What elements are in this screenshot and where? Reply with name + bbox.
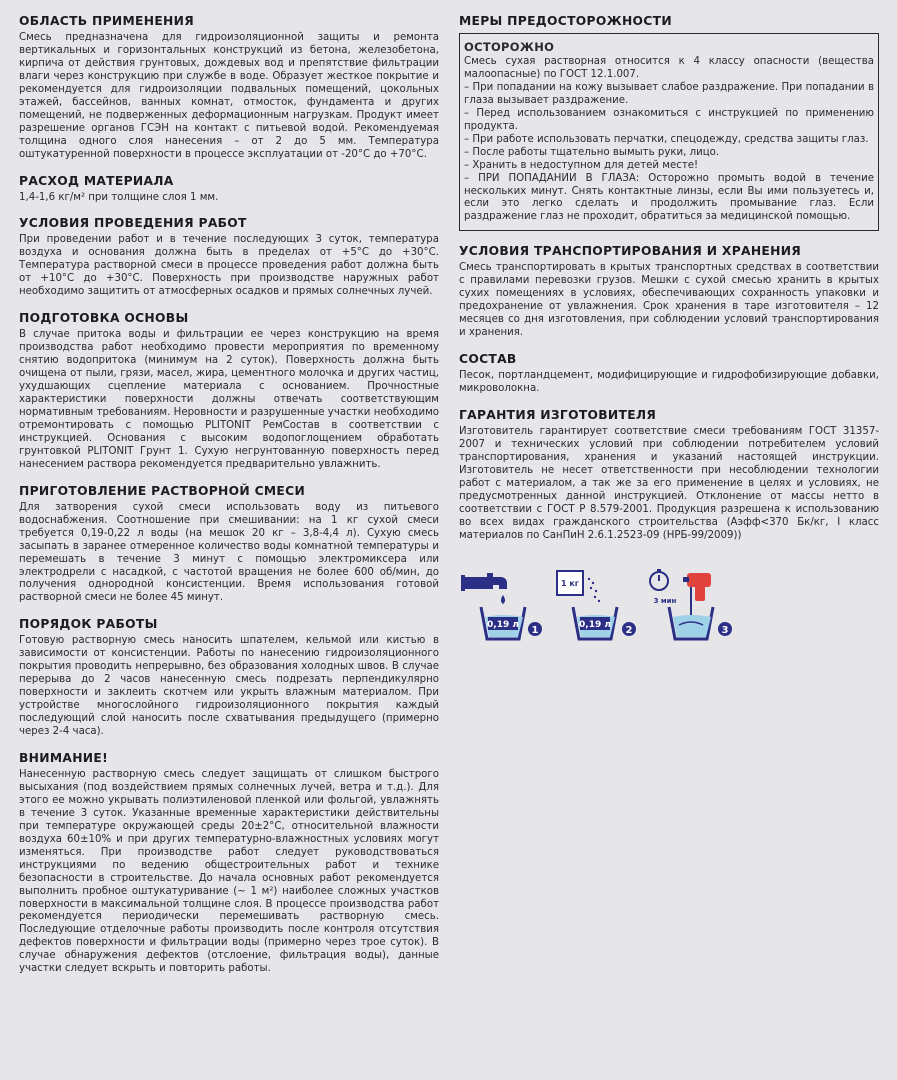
warning-item: – Хранить в недоступном для детей месте! xyxy=(464,159,699,171)
warning-item: – ПРИ ПОПАДАНИИ В ГЛАЗА: Осторожно промыть водой в течение нескольких минут. Снять контактные линзы, если Вы ими пользуетесь и, если это легко сделать и продолжить промывание глаз. Если раздражение глаз не проходит, обратиться за медицинской помощью. xyxy=(464,172,874,223)
bucket-icon xyxy=(573,607,617,639)
section-text: Песок, портландцемент, модифицирующие и гидрофобизирующие добавки, микроволокна. xyxy=(459,370,879,395)
section-text: В случае притока воды и фильтрации ее через конструкцию на время производства работ необходимо провести мероприятия по временному снятию водопритока (минимум на 2 суток). Поверхность должна быть очищена от пыли, грязи, масел, жира, цементного молочка и других частиц, ухудшающих сцепление материала с основанием. Прочностные характеристики поверхности должны отвечать соответствующим нормативным требованиям. Неровности и разрушенные участки необходимо отремонтировать с помощью PLITONIT РемСостав в соответствии с инструкцией. Основания с высоким водопоглощением обработать грунтовкой PLITONIT Грунт 1. Сухую негрунтованную поверхность перед нанесением раствора рекомендуется предварительно увлажнить. xyxy=(19,329,439,470)
svg-text:1 кг: 1 кг xyxy=(561,578,579,588)
section-title: ГАРАНТИЯ ИЗГОТОВИТЕЛЯ xyxy=(459,408,657,423)
section-work-procedure xyxy=(19,617,439,739)
section-title: РАСХОД МАТЕРИАЛА xyxy=(19,173,174,188)
section-title: ОБЛАСТЬ ПРИМЕНЕНИЯ xyxy=(19,14,194,28)
warning-item: – При работе использовать перчатки, спецодежду, средства защиты глаз. xyxy=(464,133,869,145)
section-text: Для затворения сухой смеси использовать воду из питьевого водоснабжения. Соотношение при смешивании: на 1 кг сухой смеси требуется 0,19-0,22 л воды (на мешок 20 кг – 3,8-4,4 л). Сухую смесь засыпать в заранее отмеренное количество воды комнатной температуры и перемешать в течение 3 минут с помощью электромиксера или электродрели с насадкой, с частотой вращения не более 600 об/мин, до получения однородной консистенции. Время использования готовой растворной смеси не более 45 минут. xyxy=(19,501,439,604)
bucket-icon xyxy=(481,607,525,639)
step-volume: 0,19 л xyxy=(579,619,611,630)
section-composition xyxy=(459,352,879,396)
section-title: СОСТАВ xyxy=(459,352,517,367)
warning-item: – При попадании на кожу вызывает слабое раздражение. При попадании в глаза вызывает раздражение. xyxy=(464,81,874,106)
svg-text:1: 1 xyxy=(531,624,539,636)
section-text: При проведении работ и в течение последующих 3 суток, температура воздуха и основания должна быть в пределах от +5°С до +30°С. Температура растворной смеси в процессе проведения работ должна быть от +10°С до +30°С. Поверхность при производстве наружных работ необходимо защитить от атмосферных осадков и прямых солнечных лучей. xyxy=(19,234,439,298)
step-1-pictogram xyxy=(459,567,547,647)
faucet-icon xyxy=(461,573,507,591)
section-title: ПОРЯДОК РАБОТЫ xyxy=(19,617,158,632)
section-title: УСЛОВИЯ ТРАНСПОРТИРОВАНИЯ И ХРАНЕНИЯ xyxy=(459,244,802,259)
warning-box xyxy=(459,33,879,231)
step-3-pictogram xyxy=(645,567,745,647)
section-warranty xyxy=(459,408,879,543)
warning-item: – Перед использованием ознакомиться с инструкцией по применению продукта. xyxy=(464,107,874,132)
section-text: Смесь транспортировать в крытых транспортных средствах в соответствии с правилами перевозки грузов. Мешки с сухой смесью хранить в крытых сухих помещениях в условиях, обеспечивающих сохранность упаковки и предохранение от увлажнения. Срок хранения в таре изготовителя – 12 месяцев со дня изготовления, при соблюдении условий транспортирования и хранения. xyxy=(459,262,879,339)
section-title: УСЛОВИЯ ПРОВЕДЕНИЯ РАБОТ xyxy=(19,216,247,231)
section-text: 1,4-1,6 кг/м² при толщине слоя 1 мм. xyxy=(19,191,219,203)
step-2-pictogram xyxy=(551,567,643,647)
section-title: ПОДГОТОВКА ОСНОВЫ xyxy=(19,311,189,326)
warning-item: Смесь сухая растворная относится к 4 классу опасности (вещества малоопасные) по ГОСТ 12.1.007. xyxy=(464,56,874,80)
right-column xyxy=(459,14,879,647)
section-base-preparation xyxy=(19,311,439,471)
section-text: Смесь предназначена для гидроизоляционной защиты и ремонта вертикальных и горизонтальных конструкций из бетона, железобетона, кирпича от действия грунтовых, дождевых вод и препятствие фильтрации влаги через конструкцию при службе в воде. Образует жесткое покрытие и рекомендуется для гидроизоляции подвальных помещений, цокольных этажей, бассейнов, ванных комнат, отмосток, фундамента и других помещений, не подверженных деформационным нагрузкам. Продукт имеет разрешение органов ГСЭН на контакт с питьевой водой. Рекомендуемая толщина одного слоя нанесения – от 2 до 5 мм. Температура оштукатуренной поверхности в процессе эксплуатации от -20°С до +70°С. xyxy=(19,32,439,160)
warning-title: ОСТОРОЖНО xyxy=(464,40,555,54)
water-drop-icon xyxy=(501,595,505,604)
powder-pour-icon xyxy=(588,577,600,601)
svg-text:3: 3 xyxy=(721,624,729,636)
svg-text:2: 2 xyxy=(625,624,633,636)
step-volume: 0,19 л xyxy=(487,619,519,630)
timer-icon xyxy=(650,569,677,605)
section-consumption xyxy=(19,174,439,205)
svg-text:3 мин: 3 мин xyxy=(653,596,677,605)
section-title: ВНИМАНИЕ! xyxy=(19,750,109,765)
section-text: Нанесенную растворную смесь следует защищать от слишком быстрого высыхания (под воздействием прямых солнечных лучей, ветра и т.д.). Для этого ее можно укрывать полиэтиленовой пленкой или фольгой, увлажнять в течение 3 суток. Указанные временные характеристики действительны при температуре окружающей среды 20±2°С, относительной влажности воздуха 60±10% и при других температурно-влажностных условиях могут изменяться. При производстве работ следует руководствоваться инструкциями по ведению общестроительных работ и технике безопасности в строительстве. До начала основных работ рекомендуется выполнить пробное оштукатуривание (~ 1 м²) наиболее сложных участков поверхности в максимальной толщине слоя. В процессе производства работ рекомендуется периодически перемешивать растворную смесь. Последующие отделочные работы производить после контроля отсутствия дефектов поверхности и фильтрации воды (примерно через трое суток). В случае обнаружения дефектов (отслоение, фильтрация воды), данные участки следует вскрыть и повторить работы. xyxy=(19,768,439,975)
mixing-steps xyxy=(459,567,879,647)
left-column xyxy=(19,14,439,988)
section-title: ПРИГОТОВЛЕНИЕ РАСТВОРНОЙ СМЕСИ xyxy=(19,483,306,498)
warning-item: – После работы тщательно вымыть руки, лицо. xyxy=(464,146,720,158)
section-application xyxy=(19,14,439,162)
section-attention xyxy=(19,751,439,976)
precautions-title: МЕРЫ ПРЕДОСТОРОЖНОСТИ xyxy=(459,14,672,28)
bag-icon xyxy=(557,571,583,595)
section-mix-preparation xyxy=(19,484,439,606)
section-transport-storage xyxy=(459,244,879,340)
section-text: Готовую растворную смесь наносить шпателем, кельмой или кистью в зависимости от консистенции. Работы по нанесению гидроизоляционного покрытия проводить непрерывно, без образования холодных швов. В случае перерыва до 2 часов нанесенную смесь подрезать перпендикулярно поверхности и заклеить скотчем или укрыть влажным материалом. При устройстве многослойного гидроизоляционного покрытия каждый последующий слой наносить после схватывания предыдущего (примерно через 2-4 часа). xyxy=(19,635,439,738)
section-text: Изготовитель гарантирует соответствие смеси требованиям ГОСТ 31357-2007 и технических условий при соблюдении потребителем условий транспортирования, хранения и указаний настоящей инструкции. Изготовитель не несет ответственности при несоблюдении технологии работ с материалом, а так же за его применение в целях и условиях, не предусмотренных данной инструкцией. Отклонение от массы нетто в соответствии с ГОСТ Р 8.579-2001. Продукция разрешена к использованию во всех видах гражданского строительства (Аэфф<370 Бк/кг, I класс материалов по СанПиН 2.6.1.2523-09 (НРБ-99/2009)) xyxy=(459,426,879,541)
section-work-conditions xyxy=(19,216,439,299)
